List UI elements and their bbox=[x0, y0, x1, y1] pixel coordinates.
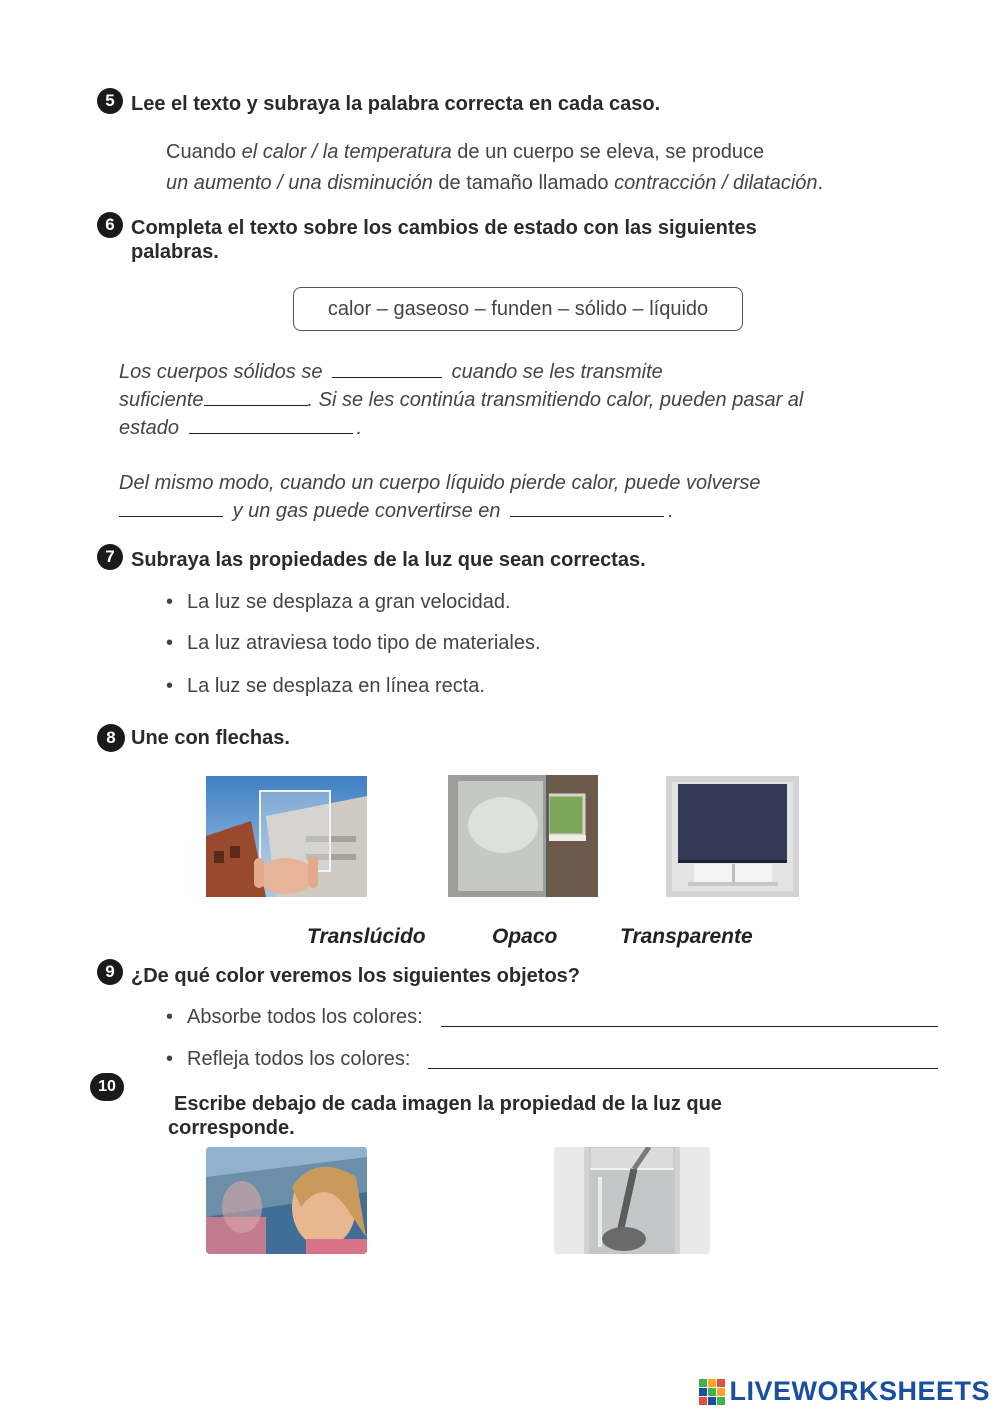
word-bank bbox=[293, 287, 743, 331]
question-number-6: 6 bbox=[97, 212, 123, 238]
image-frosted-glass[interactable] bbox=[448, 775, 598, 897]
q5-text: . bbox=[817, 172, 824, 194]
q6-text: . Si se les continúa transmitiendo calor, pueden pasar al bbox=[307, 389, 804, 411]
question-5-line-2 bbox=[166, 168, 823, 199]
question-number-5: 5 bbox=[97, 88, 123, 114]
q7-item-3[interactable]: • La luz se desplaza en línea recta. bbox=[166, 675, 485, 698]
q6-paragraph-1-line-3 bbox=[119, 414, 362, 442]
question-6-title-line-2: palabras. bbox=[131, 241, 219, 263]
q6-paragraph-1-line-1 bbox=[119, 358, 663, 386]
q6-paragraph-1-line-2 bbox=[119, 386, 803, 414]
question-number-8: 8 bbox=[97, 724, 125, 752]
image-blackout-blind-svg bbox=[666, 776, 799, 897]
q7-item-1[interactable]: • La luz se desplaza a gran velocidad. bbox=[166, 591, 511, 614]
image-blackout-blind[interactable] bbox=[666, 776, 799, 897]
q5-text: de un cuerpo se eleva, se produce bbox=[451, 141, 765, 163]
q9-answer-line-1[interactable] bbox=[441, 1026, 938, 1027]
question-5-title: Lee el texto y subraya la palabra correcta en cada caso. bbox=[131, 93, 661, 115]
blank-liquido[interactable] bbox=[510, 515, 664, 517]
label-opaco[interactable]: Opaco bbox=[492, 925, 558, 948]
q5-text: de tamaño llamado bbox=[432, 172, 615, 194]
q6-paragraph-2-line-1: Del mismo modo, cuando un cuerpo líquido pierde calor, puede volverse bbox=[119, 472, 761, 494]
q6-text: y un gas puede convertirse en bbox=[232, 500, 501, 522]
blank-funden[interactable] bbox=[332, 376, 442, 378]
question-10-title-line-1: Escribe debajo de cada imagen la propiedad de la luz que bbox=[174, 1093, 722, 1115]
question-10-title-line-2: corresponde. bbox=[168, 1117, 295, 1139]
q6-text: . bbox=[668, 500, 674, 522]
image-glass-hand-svg bbox=[206, 776, 367, 897]
q6-text: suficiente bbox=[119, 389, 204, 411]
q7-item-2[interactable]: • La luz atraviesa todo tipo de materiales. bbox=[166, 632, 541, 655]
q5-text: Cuando bbox=[166, 141, 242, 163]
word-bank-text: calor – gaseoso – funden – sólido – líquido bbox=[327, 297, 709, 320]
q6-text: cuando se les transmite bbox=[451, 361, 663, 383]
label-translucido[interactable]: Translúcido bbox=[307, 925, 426, 948]
q5-option-aumento-disminucion[interactable]: un aumento / una disminución bbox=[166, 172, 433, 194]
q6-paragraph-2-line-2 bbox=[119, 497, 674, 525]
q6-text: . bbox=[356, 417, 363, 439]
question-number-9: 9 bbox=[97, 959, 123, 985]
question-7-title: Subraya las propiedades de la luz que sean correctas. bbox=[131, 549, 646, 571]
q5-option-calor-temperatura[interactable]: el calor / la temperatura bbox=[241, 141, 452, 163]
blank-solido[interactable] bbox=[119, 515, 223, 517]
liveworksheets-grid-icon bbox=[699, 1379, 725, 1405]
blank-calor[interactable] bbox=[204, 404, 308, 406]
liveworksheets-logo bbox=[699, 1376, 990, 1407]
image-glass-hand[interactable] bbox=[206, 776, 367, 897]
question-6-title-line-1: Completa el texto sobre los cambios de estado con las siguientes bbox=[131, 217, 757, 239]
image-frosted-glass-svg bbox=[448, 775, 598, 897]
image-girl-window[interactable] bbox=[206, 1147, 367, 1254]
q6-text: estado bbox=[119, 417, 180, 439]
question-number-10: 10 bbox=[90, 1073, 124, 1101]
q5-option-contraccion-dilatacion[interactable]: contracción / dilatación bbox=[614, 172, 818, 194]
blank-gaseoso[interactable] bbox=[189, 432, 353, 434]
question-number-7: 7 bbox=[97, 544, 123, 570]
q9-item-2: • Refleja todos los colores: bbox=[166, 1048, 410, 1071]
question-5-line-1 bbox=[166, 137, 764, 168]
image-girl-window-svg bbox=[206, 1147, 367, 1254]
label-transparente[interactable]: Transparente bbox=[620, 925, 753, 948]
question-9-title: ¿De qué color veremos los siguientes objetos? bbox=[131, 965, 580, 987]
q9-item-1: • Absorbe todos los colores: bbox=[166, 1006, 423, 1029]
liveworksheets-text: LIVEWORKSHEETS bbox=[729, 1376, 990, 1406]
q6-text: Los cuerpos sólidos se bbox=[119, 361, 323, 383]
question-8-title: Une con flechas. bbox=[131, 727, 290, 749]
q9-answer-line-2[interactable] bbox=[428, 1068, 938, 1069]
image-glass-straw[interactable] bbox=[554, 1147, 710, 1254]
image-glass-straw-svg bbox=[554, 1147, 710, 1254]
